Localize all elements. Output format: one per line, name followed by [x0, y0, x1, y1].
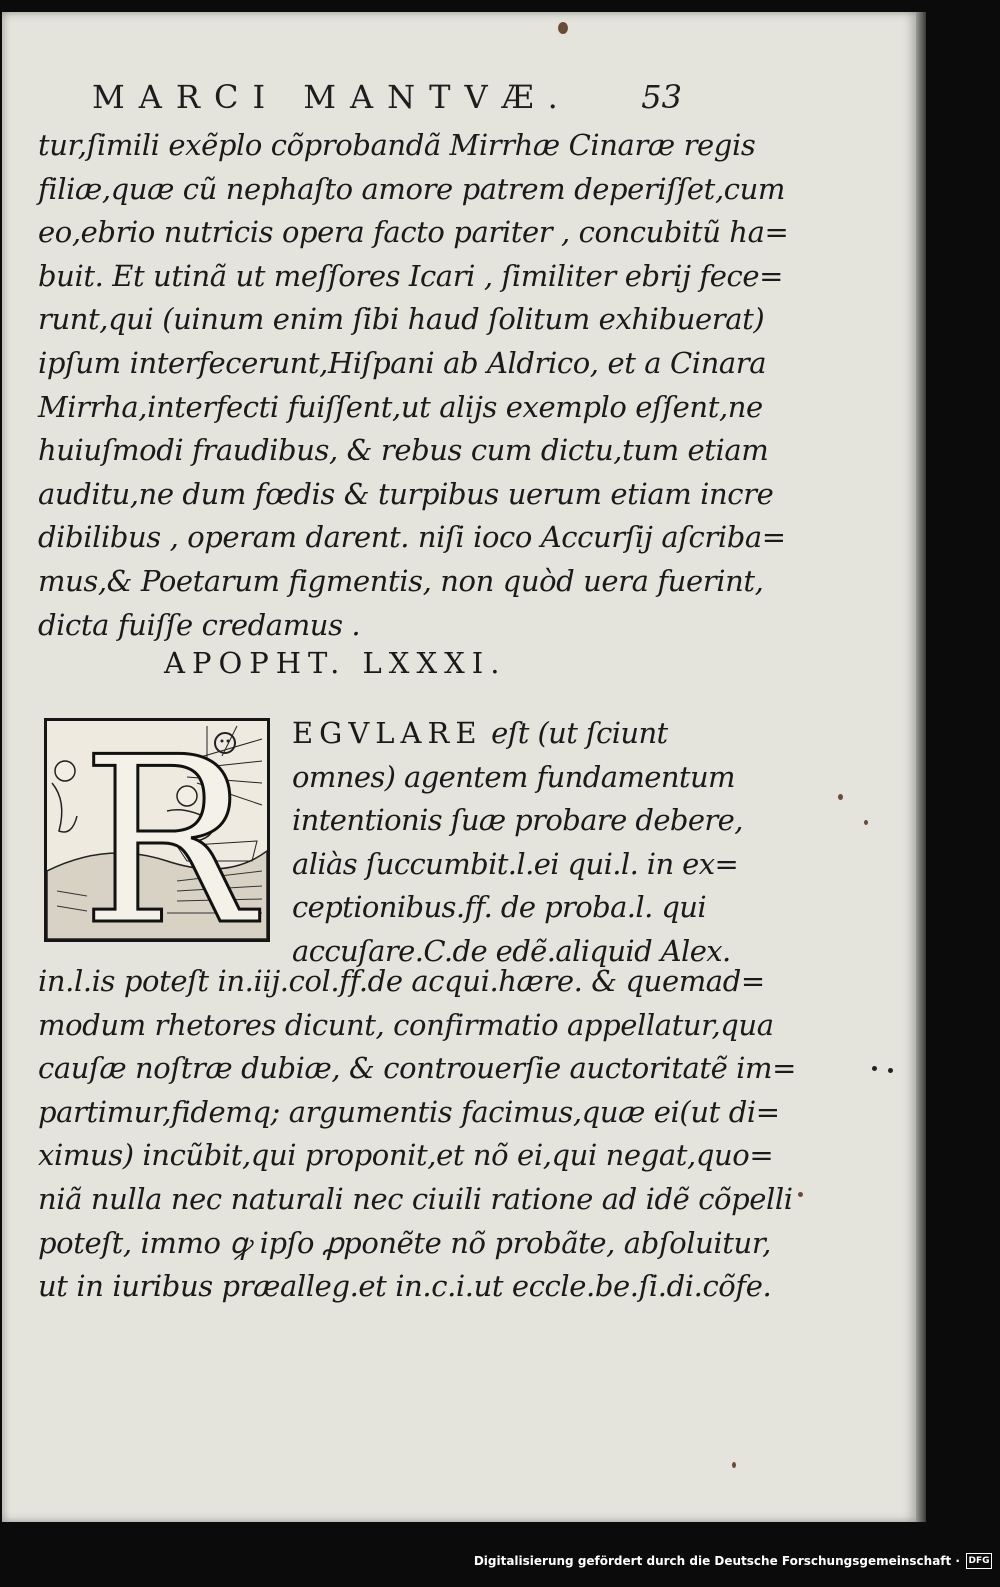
- first-line: [292, 712, 712, 756]
- section-heading: APOPHT. LXXXI.: [164, 646, 507, 680]
- text-block-top: [38, 124, 789, 647]
- footer-bar: [474, 1549, 992, 1573]
- woodcut-illustration: [47, 721, 267, 939]
- text-line: ximus) incũbit,qui proponit,et nõ ei,qui negat,quo=: [38, 1138, 774, 1173]
- text-line: poteſt, immo ꝙ ipſo ꝓponẽte nõ probãte, abſoluitur,: [38, 1225, 771, 1260]
- text-block-beside-initial: [292, 712, 743, 974]
- text-line: modum rhetores dicunt, confirmatio appellatur,qua: [38, 1007, 774, 1042]
- text-line: runt,qui (uinum enim ſibi haud ſolitum exhibuerat): [38, 302, 765, 337]
- text-line: in.l.is poteſt in.iij.col.ff.de acqui.hære. & quemad=: [38, 964, 765, 998]
- text-line: mus,& Poetarum figmentis, non quòd uera fuerint,: [38, 563, 764, 598]
- funding-credit: Digitalisierung gefördert durch die Deutsche Forschungsgemeinschaft ·: [473, 1554, 960, 1568]
- dfg-logo-icon: DFG: [966, 1553, 992, 1569]
- text-line: buit. Et utinã ut meſſores Icari , ſimiliter ebrij fece=: [38, 258, 783, 293]
- text-line: auditu,ne dum fœdis & turpibus uerum etiam incre: [38, 476, 774, 511]
- text-line: ceptionibus.ff. de proba.l. qui: [292, 890, 707, 925]
- text-line: aliàs ſuccumbit.l.ei qui.l. in ex=: [292, 846, 739, 881]
- text-line: omnes) agentem fundamentum: [292, 759, 735, 794]
- text-line: huiuſmodi fraudibus, & rebus cum dictu,tum etiam: [38, 433, 769, 468]
- text-block-bottom: [38, 960, 797, 1309]
- first-line-rest: eſt (ut ſciunt: [482, 716, 668, 750]
- initial-letter: R: [81, 721, 255, 939]
- text-line: dicta fuiſſe credamus .: [38, 607, 361, 642]
- text-line: niã nulla nec naturali nec ciuili ratione ad idẽ cõpelli: [38, 1181, 793, 1216]
- text-line: partimur,fidemq; argumentis facimus,quæ ei(ut di=: [38, 1094, 780, 1129]
- running-head: MARCI MANTVÆ.: [92, 78, 572, 116]
- foxing-spot: [798, 1192, 803, 1197]
- text-line: tur,ſimili exẽplo cõprobandã Mirrhæ Cinaræ regis: [38, 128, 756, 162]
- text-line: accuſare.C.de edẽ.aliquid Alex.: [292, 933, 731, 968]
- foxing-spot: [864, 820, 868, 825]
- text-line: cauſæ noſtræ dubiæ, & controuerſie auctoritatẽ im=: [38, 1051, 797, 1086]
- text-line: filiæ,quæ cũ nephaſto amore patrem deperiſſet,cum: [38, 171, 785, 206]
- foxing-spot: [872, 1066, 877, 1071]
- text-line: ut in iuribus præalleg.et in.c.i.ut eccle.be.ſi.di.cõfe.: [38, 1269, 772, 1304]
- text-line: eo,ebrio nutricis opera facto pariter , concubitũ ha=: [38, 215, 789, 250]
- text-line: dibilibus , operam darent. niſi ioco Accurſij aſcriba=: [38, 520, 786, 555]
- page-edge: [916, 12, 926, 1522]
- page-header: [92, 74, 682, 118]
- first-word: EGVLARE: [292, 716, 483, 750]
- text-line: intentionis ſuæ probare debere,: [292, 803, 743, 838]
- foxing-spot: [732, 1462, 736, 1468]
- page-number: 53: [641, 78, 682, 116]
- foxing-spot: [838, 794, 843, 800]
- foxing-spot: [558, 22, 568, 34]
- foxing-spot: [888, 1068, 893, 1073]
- text-line: ipſum interfecerunt,Hiſpani ab Aldrico, et a Cinara: [38, 345, 767, 380]
- text-line: Mirrha,interfecti fuiſſent,ut aliјs exemplo eſſent,ne: [38, 389, 763, 424]
- decorated-initial: [44, 718, 270, 942]
